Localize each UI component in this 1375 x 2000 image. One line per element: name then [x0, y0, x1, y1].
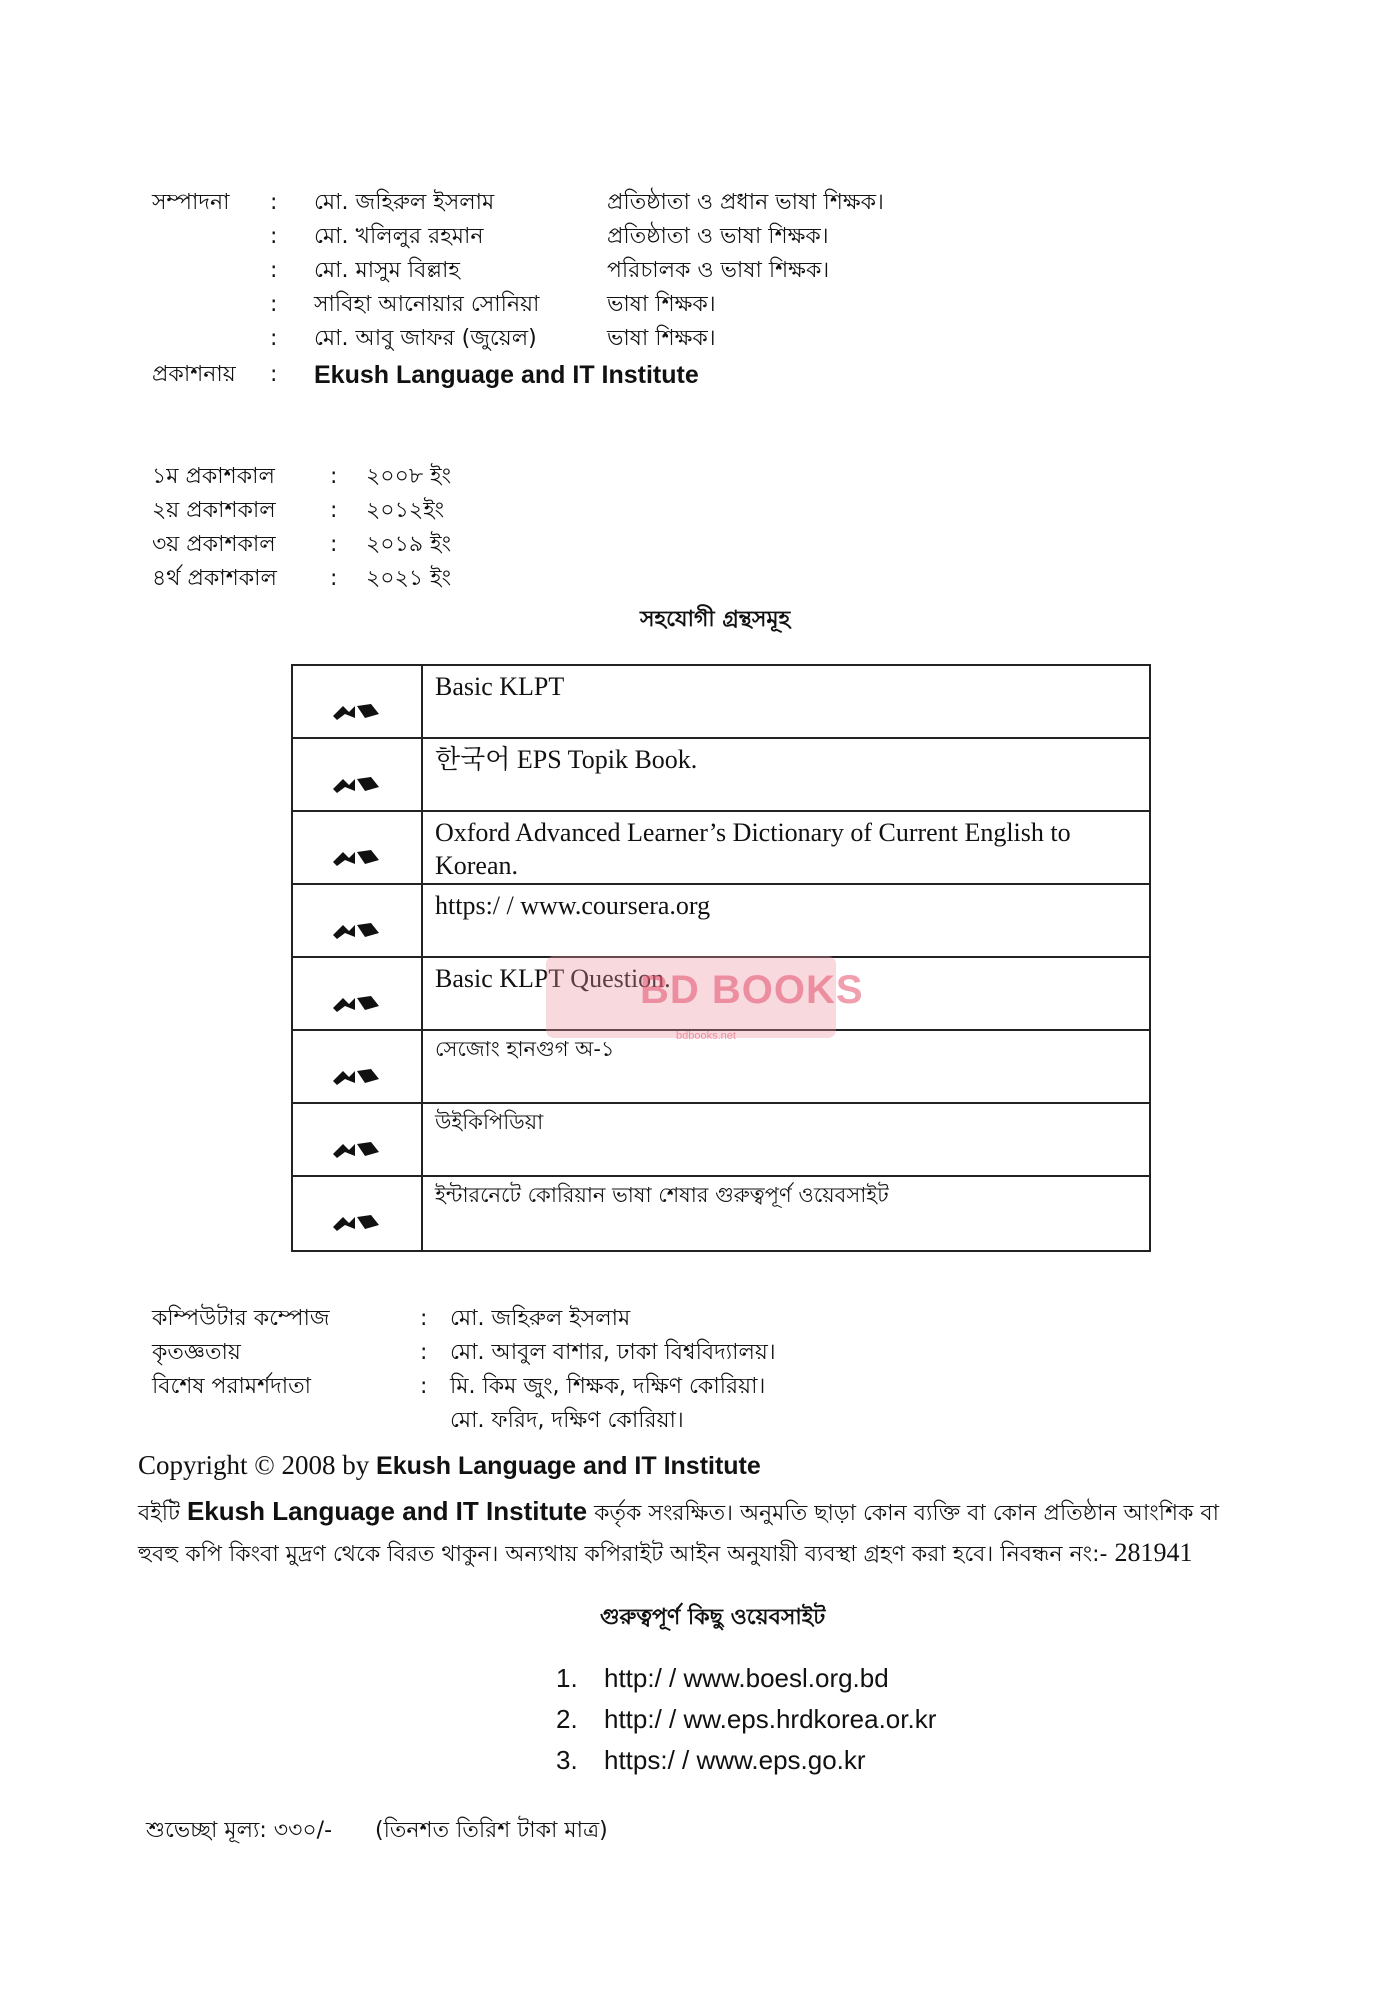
editor-name: মো. খলিলুর রহমান: [314, 224, 484, 249]
book-bullet-icon: [293, 739, 423, 810]
edition-year: ২০০৮ ইং: [366, 464, 452, 489]
book-bullet-icon: [293, 1177, 423, 1250]
rights-line-2: হুবহু কপি কিংবা মুদ্রণ থেকে বিরত থাকুন। অন্যথায় কপিরাইট আইন অনুযায়ী ব্যবস্থা গ্রহণ করা হবে। নিবন্ধন নং:- 281941: [138, 1538, 1193, 1567]
credit-row: কৃতজ্ঞতায় : মো. আবুল বাশার, ঢাকা বিশ্ববিদ্যালয়।: [152, 1338, 1152, 1372]
editor-row: : মো. খলিলুর রহমান প্রতিষ্ঠাতা ও ভাষা শিক্ষক।: [152, 222, 1152, 256]
credit-value: মো. ফরিদ, দক্ষিণ কোরিয়া।: [450, 1408, 684, 1433]
edition-row: ৪র্থ প্রকাশকাল : ২০২১ ইং: [152, 564, 552, 598]
copyright-holder: Ekush Language and IT Institute: [376, 1452, 761, 1480]
editor-role: পরিচালক ও ভাষা শিক্ষক।: [607, 258, 830, 283]
book-bullet-icon: [293, 885, 423, 956]
book-bullet-icon: [293, 812, 423, 883]
list-item: 3. https:/ / www.eps.go.kr: [556, 1745, 866, 1775]
book-title: সেজোং হানগুগ অ-১: [435, 1037, 615, 1061]
credit-value: মো. আবুল বাশার, ঢাকা বিশ্ববিদ্যালয়।: [450, 1340, 776, 1365]
edition-label: ৪র্থ প্রকাশকাল: [152, 566, 277, 591]
credit-row: বিশেষ পরামর্শদাতা : মি. কিম জুং, শিক্ষক, দক্ষিণ কোরিয়া।: [152, 1372, 1152, 1406]
list-item: 1. http:/ / www.boesl.org.bd: [556, 1663, 889, 1693]
editor-row: সম্পাদনা : মো. জহিরুল ইসলাম প্রতিষ্ঠাতা ও প্রধান ভাষা শিক্ষক।: [152, 188, 1152, 222]
editor-role: ভাষা শিক্ষক।: [607, 326, 716, 351]
book-title: 한국어 EPS Topik Book.: [435, 745, 698, 774]
credit-label: কম্পিউটার কম্পোজ: [152, 1306, 330, 1331]
book-bullet-icon: [293, 666, 423, 737]
editor-role: ভাষা শিক্ষক।: [607, 292, 716, 317]
registration-number: 281941: [1114, 1538, 1193, 1567]
editor-name: মো. আবু জাফর (জুয়েল): [314, 326, 537, 351]
table-row: [293, 812, 1149, 885]
publisher-row: প্রকাশনায় : Ekush Language and IT Institute: [152, 361, 699, 389]
rights-org: Ekush Language and IT Institute: [186, 1496, 588, 1526]
edition-year: ২০১২ইং: [366, 498, 445, 523]
editor-name: মো. জহিরুল ইসলাম: [314, 190, 495, 215]
edition-year: ২০১৯ ইং: [366, 532, 452, 557]
website-link[interactable]: https:/ / www.eps.go.kr: [604, 1745, 866, 1775]
table-row: [293, 739, 1149, 812]
table-row: [293, 1104, 1149, 1177]
editor-name: মো. মাসুম বিল্লাহ: [314, 258, 460, 283]
edition-label: ৩য় প্রকাশকাল: [152, 532, 276, 557]
websites-list: [556, 1663, 1056, 1786]
edition-row: ২য় প্রকাশকাল : ২০১২ইং: [152, 496, 552, 530]
table-row: [293, 1177, 1149, 1250]
credit-value: মি. কিম জুং, শিক্ষক, দক্ষিণ কোরিয়া।: [450, 1374, 766, 1399]
editor-name: সাবিহা আনোয়ার সোনিয়া: [314, 292, 540, 317]
price-words: (তিনশত তিরিশ টাকা মাত্র): [375, 1818, 608, 1843]
copyright-prefix: Copyright © 2008 by: [138, 1450, 370, 1480]
edition-year: ২০২১ ইং: [366, 566, 452, 591]
book-title: উইকিপিডিয়া: [435, 1110, 544, 1134]
watermark-sub: bdbooks.net: [676, 1030, 736, 1042]
edition-label: ১ম প্রকাশকাল: [152, 464, 275, 489]
table-row: [293, 885, 1149, 958]
credit-row: কম্পিউটার কম্পোজ : মো. জহিরুল ইসলাম: [152, 1304, 1152, 1338]
publisher-name: Ekush Language and IT Institute: [314, 361, 699, 389]
editor-role: প্রতিষ্ঠাতা ও ভাষা শিক্ষক।: [607, 224, 829, 249]
credit-label: কৃতজ্ঞতায়: [152, 1340, 241, 1365]
table-row: [293, 666, 1149, 739]
credit-row: [152, 1406, 1152, 1440]
editor-row: : সাবিহা আনোয়ার সোনিয়া ভাষা শিক্ষক।: [152, 290, 1152, 324]
rights-line-1: বইটি Ekush Language and IT Institute কর্তৃক সংরক্ষিত। অনুমতি ছাড়া কোন ব্যক্তি বা কোন প্রতিষ্ঠান আংশিক বা: [138, 1496, 1220, 1526]
books-title: সহযোগী গ্রন্থসমূহ: [640, 607, 791, 632]
credit-label: বিশেষ পরামর্শদাতা: [152, 1374, 311, 1399]
editor-row: : মো. আবু জাফর (জুয়েল) ভাষা শিক্ষক।: [152, 324, 1152, 358]
watermark-text: BD BOOKS: [640, 968, 864, 1012]
price-line: [146, 1816, 608, 1846]
edition-row: ১ম প্রকাশকাল : ২০০৮ ইং: [152, 462, 552, 496]
book-title: https:/ / www.coursera.org: [435, 891, 711, 920]
edition-row: ৩য় প্রকাশকাল : ২০১৯ ইং: [152, 530, 552, 564]
book-title: Basic KLPT: [435, 672, 565, 701]
website-link[interactable]: http:/ / www.boesl.org.bd: [604, 1663, 889, 1693]
editors-label: সম্পাদনা: [152, 190, 230, 215]
book-title: ইন্টারনেটে কোরিয়ান ভাষা শেষার গুরুত্বপূর্ণ ওয়েবসাইট: [435, 1183, 889, 1207]
book-title: Basic KLPT Question.: [435, 964, 671, 993]
list-item: 2. http:/ / ww.eps.hrdkorea.or.kr: [556, 1704, 937, 1734]
price-label: শুভেচ্ছা মূল্য: ৩৩০/-: [146, 1818, 333, 1843]
book-title: Oxford Advanced Learner’s Dictionary of Current English to Korean.: [435, 818, 1071, 880]
editor-row: : মো. মাসুম বিল্লাহ পরিচালক ও ভাষা শিক্ষক।: [152, 256, 1152, 290]
copyright-line: [138, 1450, 761, 1481]
credit-value: মো. জহিরুল ইসলাম: [450, 1306, 631, 1331]
book-bullet-icon: [293, 1104, 423, 1175]
websites-title: গুরুত্বপূর্ণ কিছু ওয়েবসাইট: [600, 1605, 826, 1630]
editor-role: প্রতিষ্ঠাতা ও প্রধান ভাষা শিক্ষক।: [607, 190, 884, 215]
book-bullet-icon: [293, 958, 423, 1029]
book-bullet-icon: [293, 1031, 423, 1102]
edition-label: ২য় প্রকাশকাল: [152, 498, 276, 523]
website-link[interactable]: http:/ / ww.eps.hrdkorea.or.kr: [604, 1704, 937, 1734]
publisher-label: প্রকাশনায়: [152, 362, 236, 387]
